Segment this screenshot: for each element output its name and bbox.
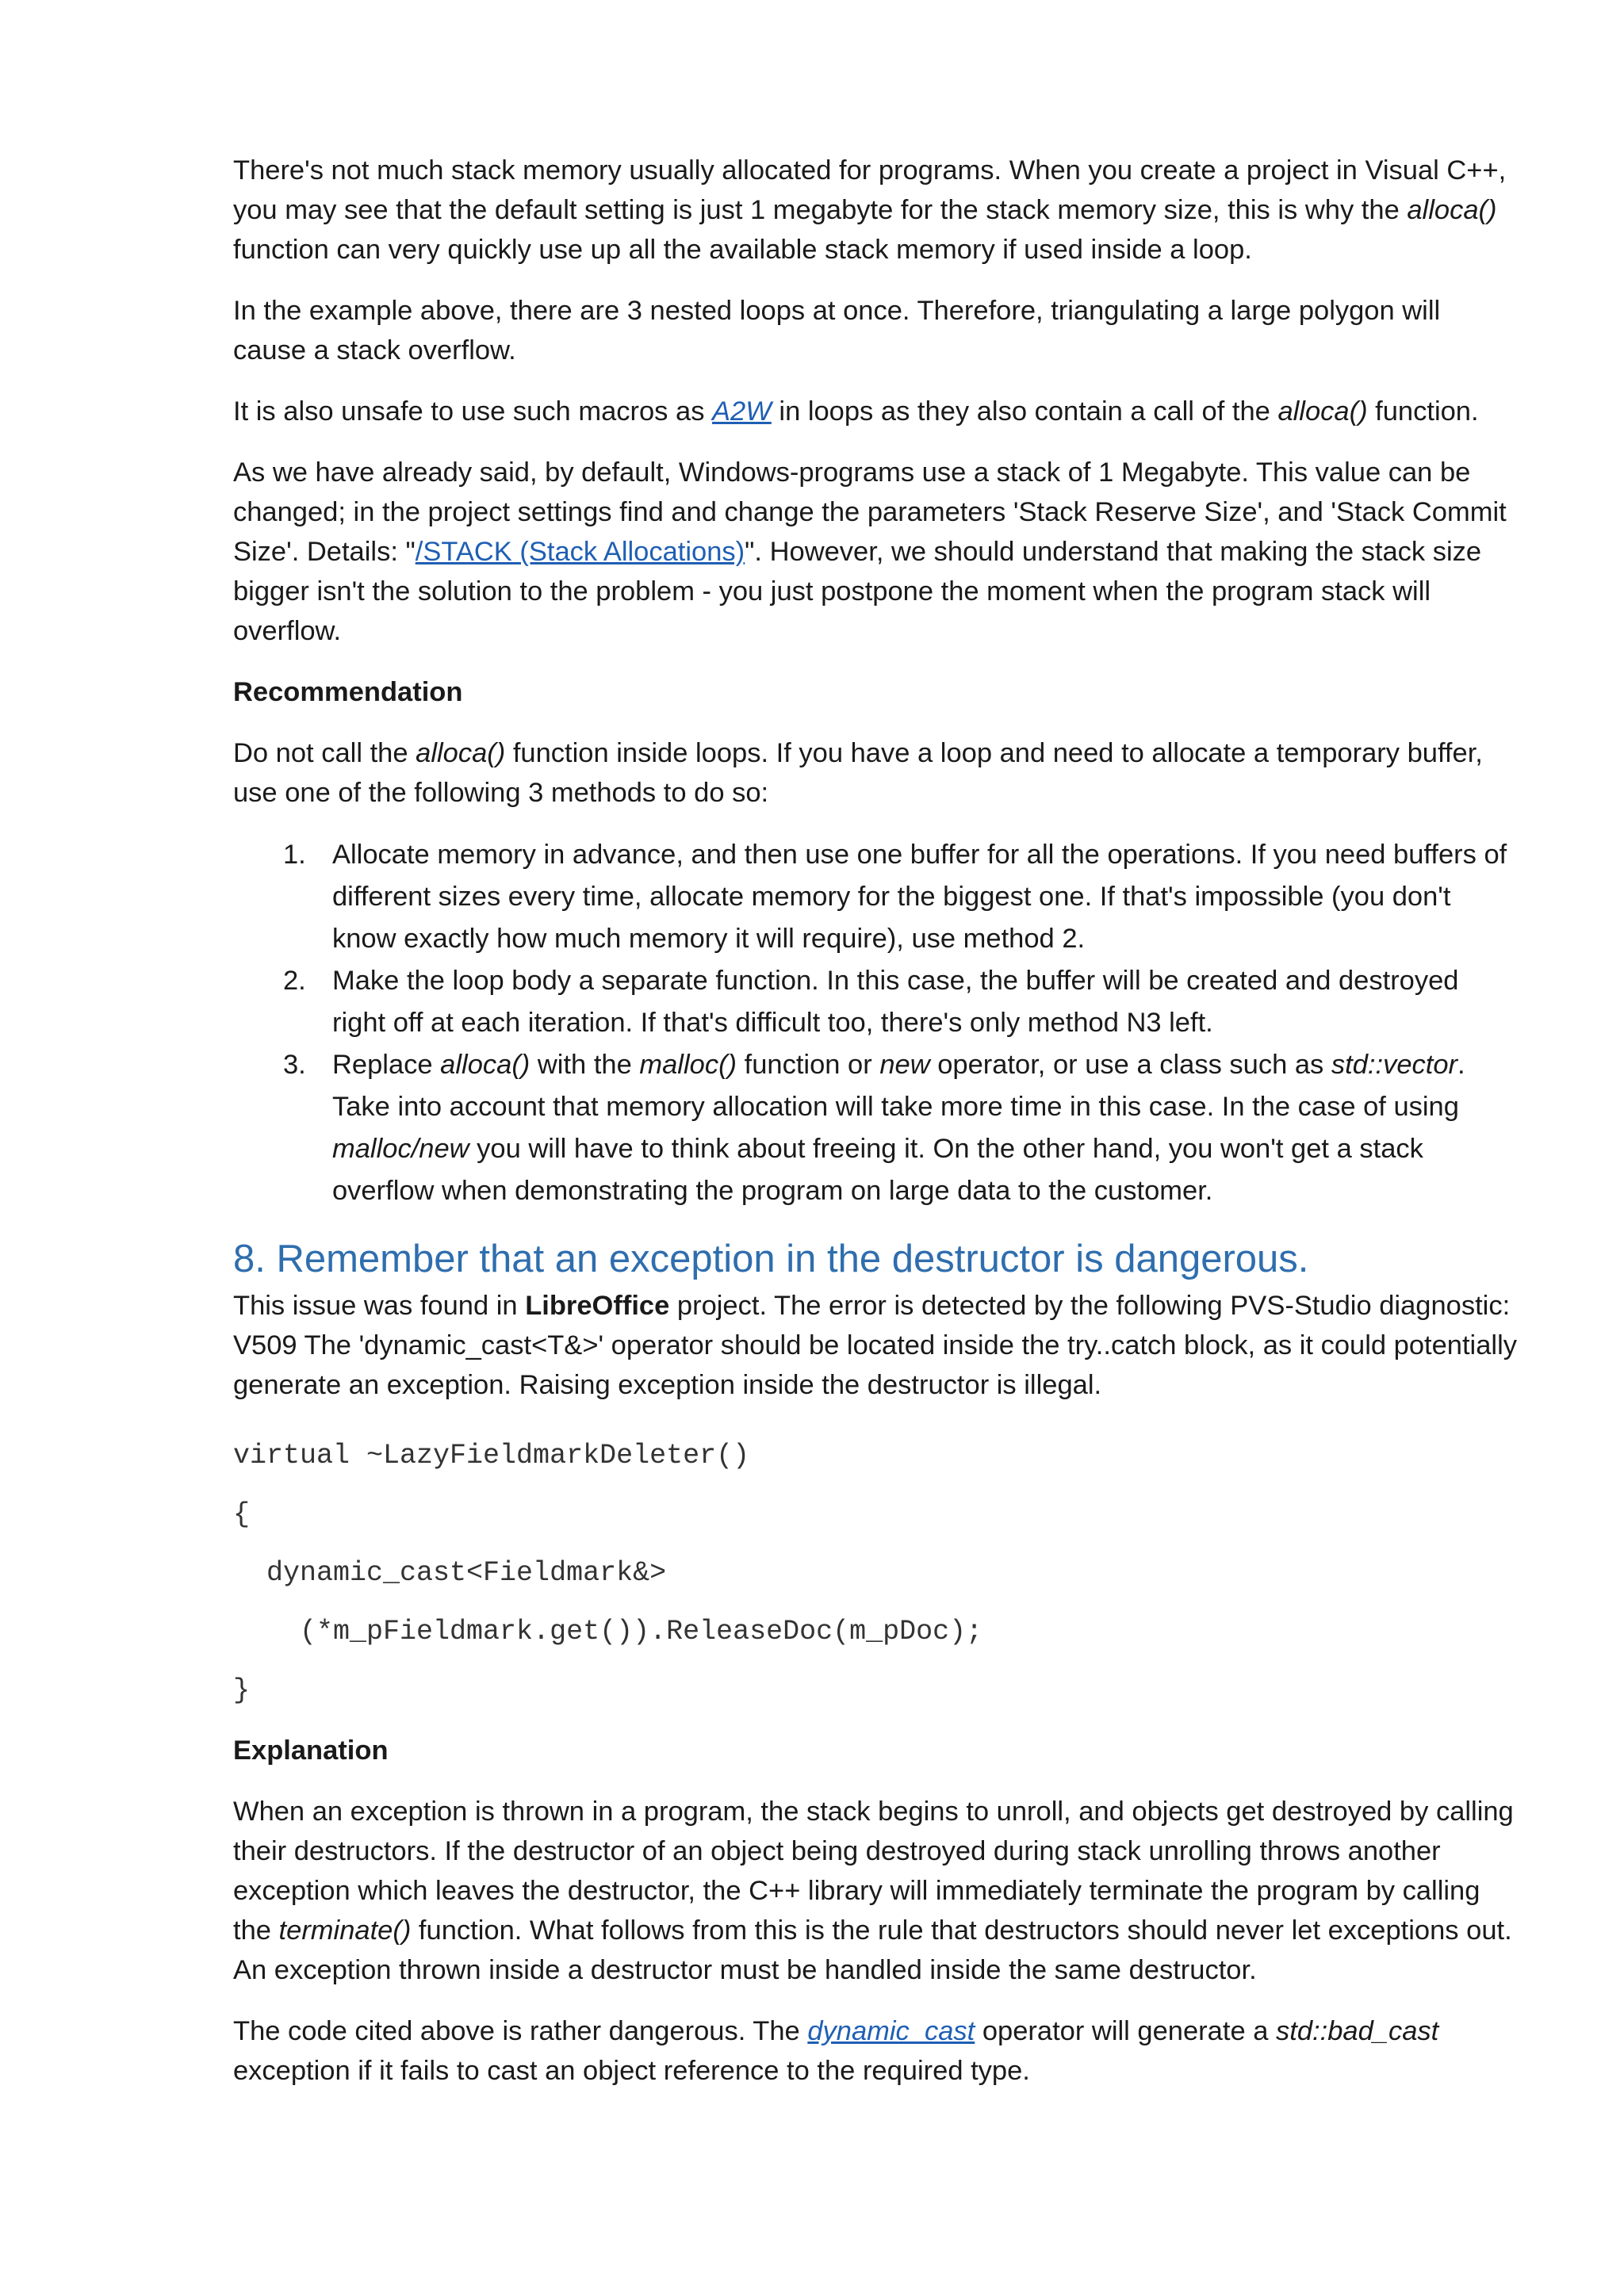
text: . Take into account that memory allocation will take more time in this case. In the case of using xyxy=(332,1050,1465,1122)
intro-paragraph-4 xyxy=(233,453,1518,651)
code-term: std::vector xyxy=(1331,1050,1458,1080)
text: The code cited above is rather dangerous. The xyxy=(233,2016,808,2046)
intro-paragraph-3 xyxy=(233,392,1518,431)
list-item-text: Allocate memory in advance, and then use one buffer for all the operations. If you need buffers of different sizes every time, allocate memory for the biggest one. If that's impossible (you don't know exactly how much memory it will require), use method 2. xyxy=(332,840,1507,954)
code-line: dynamic_cast<Fieldmark&> xyxy=(233,1557,667,1589)
methods-list xyxy=(233,834,1518,1212)
section-8-title: 8. Remember that an exception in the destructor is dangerous. xyxy=(233,1238,1309,1280)
text: There's not much stack memory usually allocated for programs. When you create a project in Visual C++, you may see that the default setting is just 1 megabyte for the stack memory size, this is why the xyxy=(233,155,1507,225)
a2w-link[interactable]: A2W xyxy=(712,396,772,427)
code-term: malloc/new xyxy=(332,1134,469,1164)
code-term: terminate() xyxy=(278,1915,412,1946)
text: ". However, we should understand that making the stack size bigger isn't the solution to the problem - you just postpone the moment when the program stack will overflow. xyxy=(233,537,1482,646)
text: operator will generate a xyxy=(975,2016,1276,2046)
dynamic-cast-link[interactable]: dynamic_cast xyxy=(807,2016,975,2046)
text: you will have to think about freeing it. On the other hand, you won't get a stack overflow when demonstrating the program on large data to the customer. xyxy=(332,1134,1423,1206)
text: exception if it fails to cast an object reference to the required type. xyxy=(233,2056,1030,2086)
text: Do not call the xyxy=(233,738,416,768)
code-line: { xyxy=(233,1498,251,1530)
list-item-text: Make the loop body a separate function. In this case, the buffer will be created and destroyed right off at each iteration. If that's difficult too, there's only method N3 left. xyxy=(332,966,1459,1038)
intro-paragraph-1 xyxy=(233,151,1518,270)
explanation-heading: Explanation xyxy=(233,1735,389,1766)
text: function or xyxy=(737,1050,880,1080)
list-item xyxy=(283,834,1518,960)
code-line: (*m_pFieldmark.get()).ReleaseDoc(m_pDoc); xyxy=(233,1616,983,1647)
code-block xyxy=(233,1426,1518,1720)
text: with the xyxy=(530,1050,640,1080)
text: As we have already said, by default, Windows-programs use a stack of 1 Megabyte. This value can be changed; in the project settings find and change the parameters 'Stack Reserve Size', and 'Stack Commit Size'. Details: " xyxy=(233,457,1507,567)
text: This issue was found in xyxy=(233,1291,526,1321)
code-term: std::bad_cast xyxy=(1276,2016,1439,2046)
code-term: alloca() xyxy=(1277,396,1368,427)
list-item xyxy=(283,960,1518,1044)
text: operator, or use a class such as xyxy=(929,1050,1331,1080)
text: When an exception is thrown in a program, the stack begins to unroll, and objects get destroyed by calling their destructors. If the destructor of an object being destroyed during stack unrolling throws another exception which leaves the destructor, the C++ library will immediately terminate the program by calling the xyxy=(233,1797,1514,1946)
text: function. What follows from this is the rule that destructors should never let exceptions out. An exception thrown inside a destructor must be handled inside the same destructor. xyxy=(233,1915,1512,1985)
list-number: 3. xyxy=(283,1050,306,1080)
text: function inside loops. If you have a loop and need to allocate a temporary buffer, use one of the following 3 methods to do so: xyxy=(233,738,1483,808)
code-term: alloca() xyxy=(416,738,506,768)
project-name: LibreOffice xyxy=(525,1291,670,1321)
explanation-paragraph-2 xyxy=(233,2011,1518,2091)
document-page xyxy=(233,151,1518,2112)
code-term: malloc() xyxy=(639,1050,737,1080)
stack-allocations-link[interactable]: /STACK (Stack Allocations) xyxy=(415,537,745,567)
recommendation-paragraph xyxy=(233,733,1518,813)
recommendation-heading: Recommendation xyxy=(233,677,463,707)
text: project. The error is detected by the following PVS-Studio diagnostic: V509 The 'dynamic_cast<T&>' operator should be located inside the try..catch block, as it could potentially generate an exception. Raising exception inside the destructor is illegal. xyxy=(233,1291,1517,1400)
code-term: alloca() xyxy=(440,1050,530,1080)
code-term: new xyxy=(879,1050,930,1080)
code-term: alloca() xyxy=(1407,195,1497,225)
list-number: 2. xyxy=(283,966,306,996)
intro-paragraph-2: In the example above, there are 3 nested loops at once. Therefore, triangulating a large polygon will cause a stack overflow. xyxy=(233,296,1441,365)
text: It is also unsafe to use such macros as xyxy=(233,396,713,427)
text: function can very quickly use up all the available stack memory if used inside a loop. xyxy=(233,235,1252,265)
list-number: 1. xyxy=(283,840,306,870)
text: Replace xyxy=(332,1050,441,1080)
code-line: virtual ~LazyFieldmarkDeleter() xyxy=(233,1440,750,1471)
text: function. xyxy=(1367,396,1479,427)
section-8-paragraph xyxy=(233,1286,1518,1405)
explanation-paragraph-1 xyxy=(233,1792,1518,1990)
code-line: } xyxy=(233,1674,251,1706)
list-item xyxy=(283,1044,1518,1212)
text: in loops as they also contain a call of the xyxy=(771,396,1278,427)
